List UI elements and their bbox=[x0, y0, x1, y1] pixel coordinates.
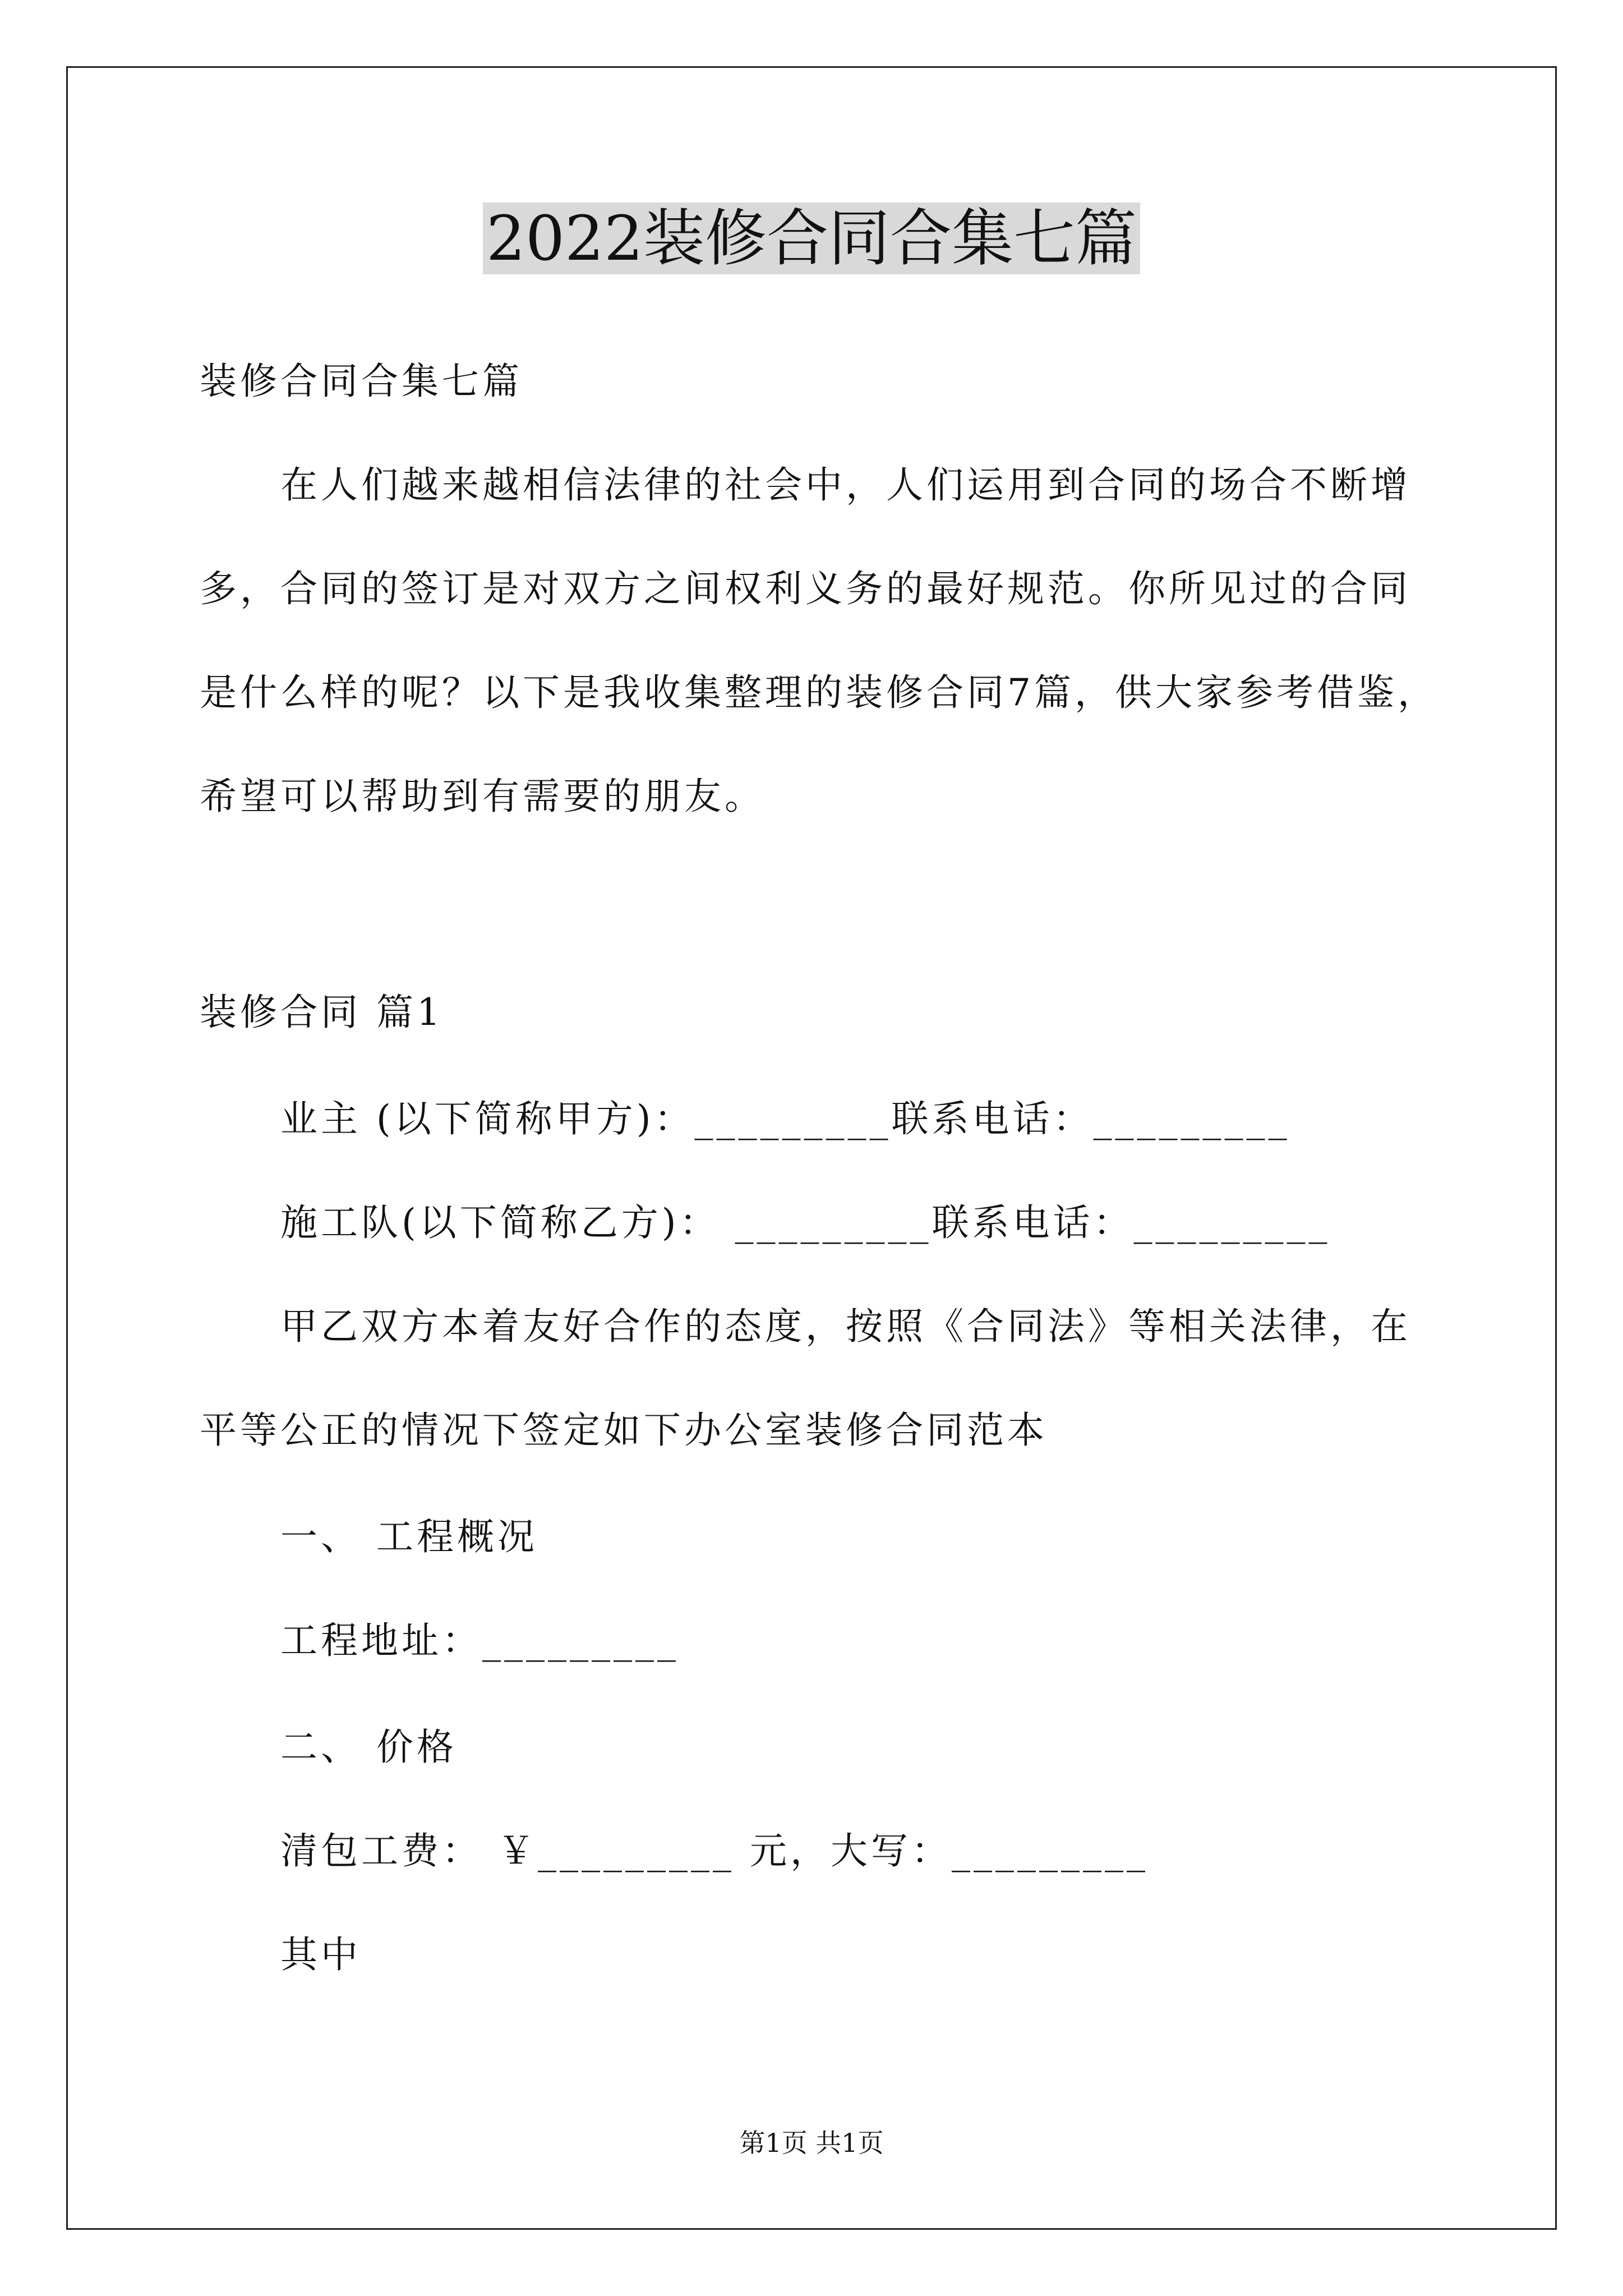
subtitle-line: 装修合同合集七篇 bbox=[200, 360, 523, 403]
document-title: 2022装修合同合集七篇 bbox=[0, 202, 1623, 275]
paragraph-line: 在人们越来越相信法律的社会中，人们运用到合同的场合不断增 bbox=[280, 463, 1411, 507]
price-line: 清包工费： ￥_________ 元，大写：_________ bbox=[280, 1829, 1149, 1872]
clause-heading: 二、 价格 bbox=[280, 1726, 457, 1769]
paragraph-line: 其中 bbox=[280, 1933, 361, 1976]
address-line: 工程地址：_________ bbox=[280, 1619, 679, 1662]
clause-heading: 一、 工程概况 bbox=[280, 1515, 538, 1558]
paragraph-line: 平等公正的情况下签定如下办公室装修合同范本 bbox=[200, 1409, 1048, 1452]
paragraph-line: 多，合同的签订是对双方之间权利义务的最好规范。你所见过的合同 bbox=[200, 567, 1411, 610]
party-a-line: 业主 (以下简称甲方)：_________联系电话：_________ bbox=[280, 1097, 1290, 1140]
paragraph-line: 甲乙双方本着友好合作的态度，按照《合同法》等相关法律，在 bbox=[280, 1305, 1411, 1348]
paragraph-line: 希望可以帮助到有需要的朋友。 bbox=[200, 775, 765, 818]
section-heading: 装修合同 篇1 bbox=[200, 991, 444, 1034]
page-footer: 第1页 共1页 bbox=[739, 2128, 884, 2158]
paragraph-line: 是什么样的呢？以下是我收集整理的装修合同7篇，供大家参考借鉴， bbox=[200, 671, 1438, 714]
party-b-line: 施工队(以下简称乙方)： _________联系电话：_________ bbox=[280, 1201, 1331, 1244]
